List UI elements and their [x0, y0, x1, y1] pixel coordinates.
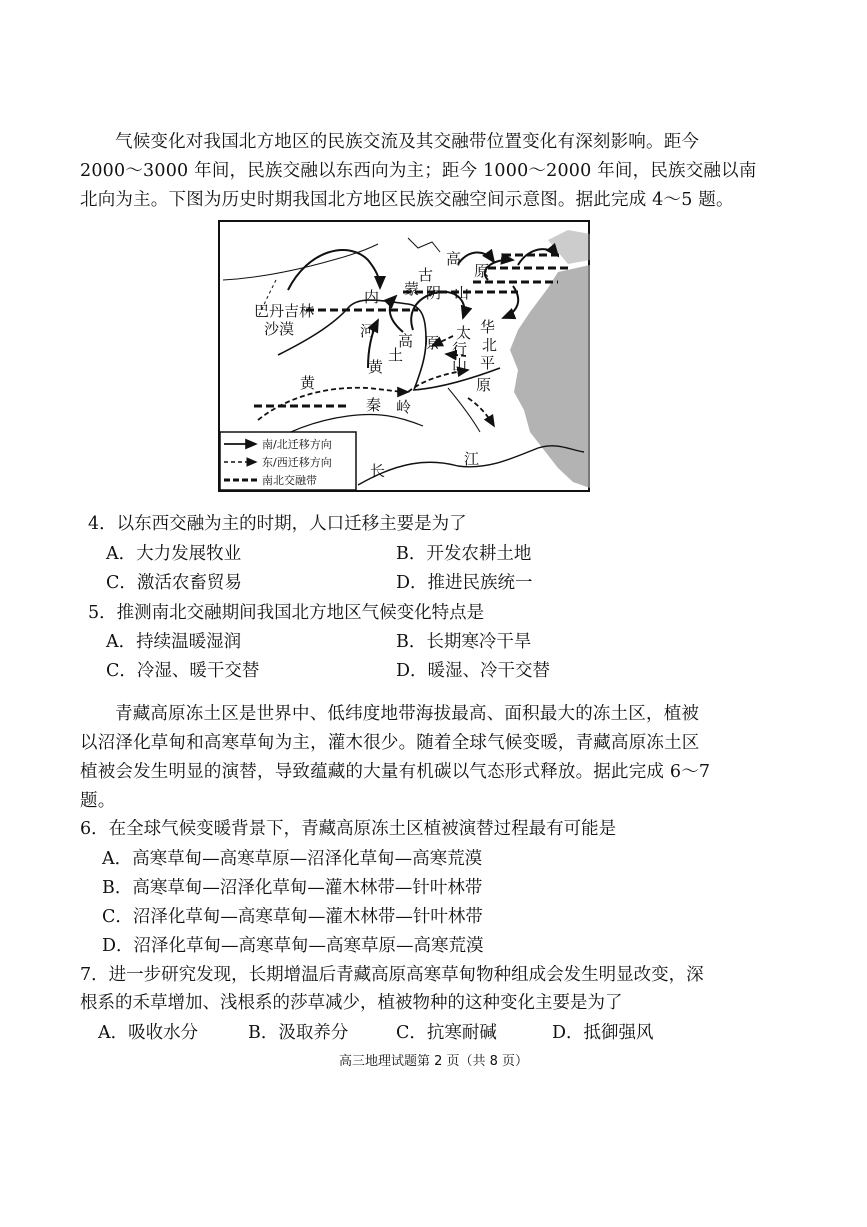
intro-line: 题。	[80, 791, 116, 811]
map-label: 内	[364, 288, 380, 306]
legend-ns: 南/北迁移方向	[262, 438, 332, 451]
legend-zone: 南北交融带	[262, 474, 317, 487]
q4-option-c: C．激活农畜贸易	[106, 573, 242, 593]
map-label: 蒙	[404, 280, 420, 298]
map-label: 古	[418, 266, 434, 284]
q4-option-a: A．大力发展牧业	[106, 544, 242, 564]
question-5-stem: 5．推测南北交融期间我国北方地区气候变化特点是	[88, 603, 485, 623]
q7-option-b: B．汲取养分	[248, 1023, 349, 1043]
map-label: 长	[370, 462, 386, 480]
map-label: 山	[452, 356, 468, 374]
intro-line: 青藏高原冻土区是世界中、低纬度地带海拔最高、面积最大的冻土区，植被	[115, 704, 700, 724]
q5-option-d: D．暖湿、冷干交替	[396, 661, 551, 681]
q4-option-b: B．开发农耕土地	[396, 544, 532, 564]
map-label: 岭	[396, 398, 412, 416]
q5-option-b: B．长期寒冷干旱	[396, 632, 532, 652]
question-7-stem-line2: 根系的禾草增加、浅根系的莎草减少，植被物种的这种变化主要是为了	[80, 993, 623, 1013]
map-label: 山	[454, 284, 470, 302]
q6-option-c: C．沼泽化草甸—高寒草甸—灌木林带—针叶林带	[102, 907, 483, 927]
intro-line: 2000～3000 年间，民族交融以东西向为主；距今 1000～2000 年间，民族交融以南	[80, 161, 757, 181]
map-label: 平	[480, 354, 496, 372]
q6-option-b: B．高寒草甸—沼泽化草甸—灌木林带—针叶林带	[102, 878, 483, 898]
map-label: 行	[452, 340, 468, 358]
map-label: 江	[464, 450, 480, 468]
intro-paragraph-1	[80, 128, 780, 215]
q6-option-d: D．沼泽化草甸—高寒草甸—高寒草原—高寒荒漠	[102, 936, 484, 956]
q7-option-c: C．抗寒耐碱	[396, 1023, 497, 1043]
map-label: 北	[482, 336, 498, 354]
q7-option-a: A．吸收水分	[98, 1023, 199, 1043]
map-label: 黄	[300, 374, 316, 392]
map-legend	[220, 432, 356, 490]
map-label: 土	[388, 346, 404, 364]
map-label: 高	[398, 332, 414, 350]
legend-ew: 东/西迁移方向	[262, 456, 332, 469]
map-label: 巴丹吉林	[254, 302, 315, 320]
q5-option-a: A．持续温暖湿润	[106, 632, 242, 652]
map-label: 太	[456, 324, 472, 342]
map-label: 阴	[426, 284, 442, 302]
q6-option-a: A．高寒草甸—高寒草原—沼泽化草甸—高寒荒漠	[102, 849, 483, 869]
question-7-stem-line1: 7．进一步研究发现，长期增温后青藏高原高寒草甸物种组成会发生明显改变，深	[80, 965, 704, 985]
map-label: 沙漠	[264, 320, 295, 338]
map-label: 原	[476, 376, 492, 394]
intro-line: 北向为主。下图为历史时期我国北方地区民族交融空间示意图。据此完成 4～5 题。	[80, 190, 734, 210]
q4-option-d: D．推进民族统一	[396, 573, 533, 593]
migration-map	[218, 220, 590, 492]
q5-option-c: C．冷湿、暖干交替	[106, 661, 260, 681]
q7-option-d: D．抵御强风	[552, 1023, 654, 1043]
question-6-stem: 6．在全球气候变暖背景下，青藏高原冻土区植被演替过程最有可能是	[80, 819, 617, 839]
map-label: 原	[424, 334, 440, 352]
intro-line: 以沼泽化草甸和高寒草甸为主，灌木很少。随着全球气候变暖，青藏高原冻土区	[80, 733, 700, 753]
map-label: 黄	[368, 358, 384, 376]
map-label: 华	[480, 318, 496, 336]
map-label: 原	[474, 262, 490, 280]
map-label: 高	[446, 250, 462, 268]
question-4-stem: 4．以东西交融为主的时期，人口迁移主要是为了	[88, 514, 467, 534]
page-footer: 高三地理试题第 2 页（共 8 页）	[338, 1054, 529, 1069]
intro-paragraph-2	[80, 700, 780, 816]
intro-line: 气候变化对我国北方地区的民族交流及其交融带位置变化有深刻影响。距今	[115, 132, 700, 152]
map-label: 秦	[366, 396, 382, 414]
intro-line: 植被会发生明显的演替，导致蕴藏的大量有机碳以气态形式释放。据此完成 6～7	[80, 762, 711, 782]
map-label: 河	[360, 322, 376, 340]
